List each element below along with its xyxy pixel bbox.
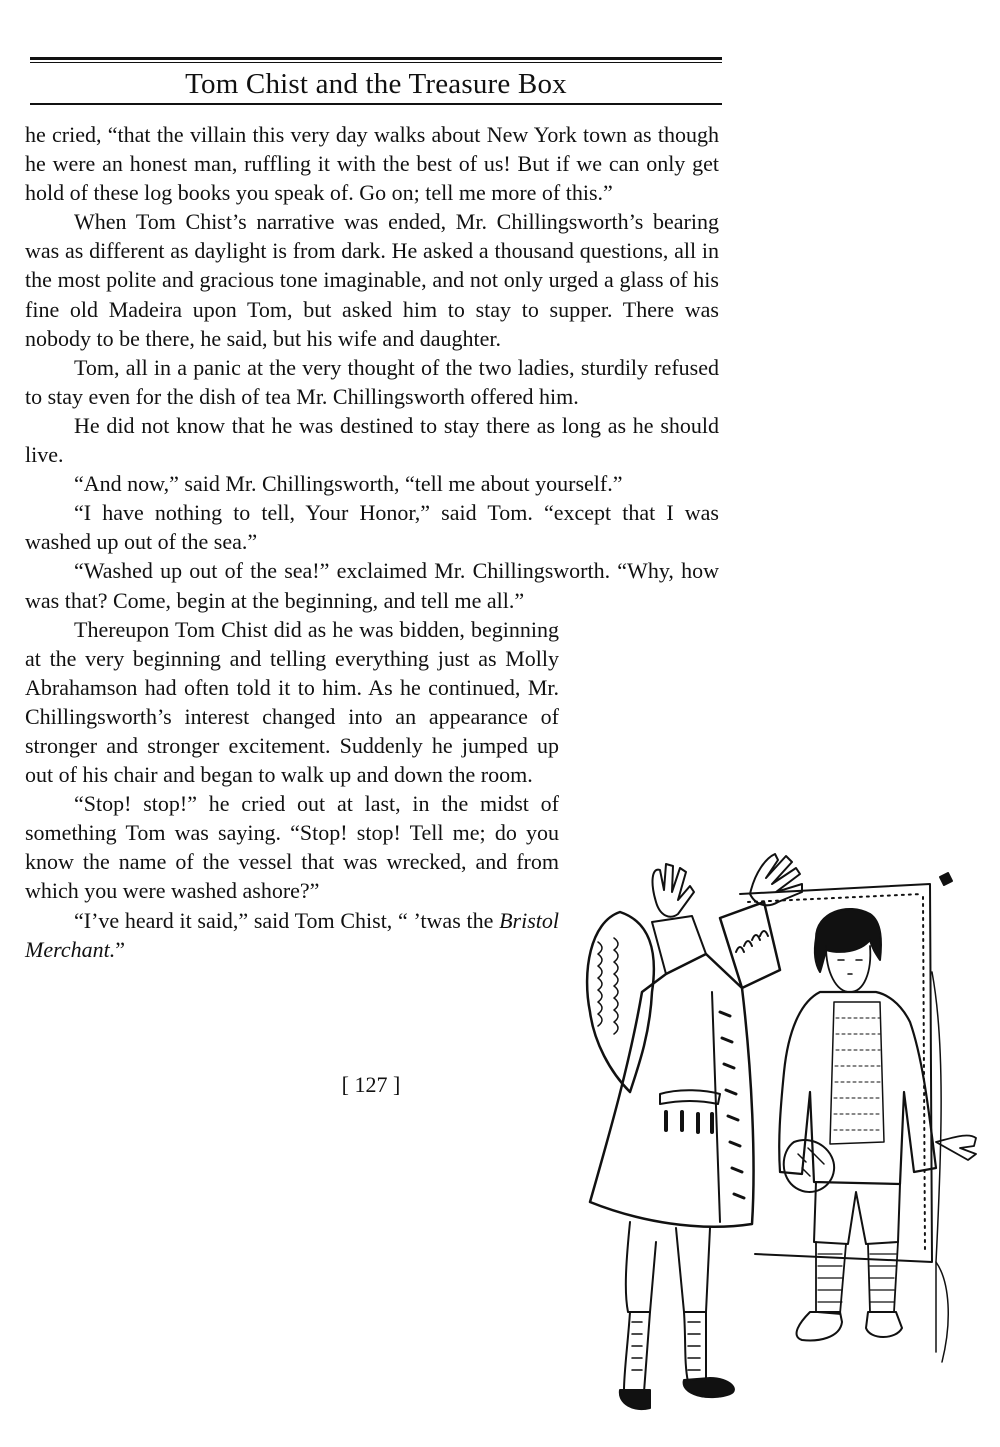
gentleman-figure	[587, 854, 802, 1409]
paragraph-4: He did not know that he was destined to stay there as long as he should live.	[25, 412, 719, 468]
paragraph-8: Thereupon Tom Chist did as he was bidden, beginning at the very beginning and telling everything just as Molly Abrahamson had often told it to him. As he continued, Mr. Chillingsworth’s interest changed into an appearance of stronger and stronger excitement. Suddenly he jumped up out of his chair and began to walk up and down the room.	[25, 616, 559, 788]
paragraph-2: When Tom Chist’s narrative was ended, Mr. Chillingsworth’s bearing was as different as daylight is from dark. He asked a thousand questions, all in the most polite and gracious tone imaginable, and not only urged a glass of his fine old Madeira upon Tom, but asked him to stay to supper. There was nobody to be there, he said, but his wife and daughter.	[25, 209, 719, 351]
page-number: [ 127 ]	[341, 1072, 401, 1097]
head-rule	[30, 103, 722, 105]
top-rule-thick	[30, 57, 722, 60]
paragraph-9: “Stop! stop!” he cried out at last, in the midst of something Tom was saying. “Stop! stop! Tell me; do you know the name of the vessel that was wrecked, and from which you were washed ashore?”	[25, 791, 559, 904]
illustration-gentleman-and-boy	[580, 842, 980, 1432]
boy-figure	[779, 909, 976, 1341]
paragraph-10-close: ”	[115, 936, 125, 962]
running-head-title: Tom Chist and the Treasure Box	[185, 68, 567, 100]
paragraph-7: “Washed up out of the sea!” exclaimed Mr. Chillingsworth. “Why, how was that? Come, begin at the beginning, and tell me all.”	[25, 558, 719, 613]
ship-name: Bristol Merchant.	[25, 907, 559, 962]
paragraph-10-lead: “I’ve heard it said,” said Tom Chist, “ ’twas the	[74, 907, 500, 933]
paragraph-5: “And now,” said Mr. Chillingsworth, “tell me about yourself.”	[74, 471, 623, 497]
top-rule-thin	[30, 62, 722, 63]
paragraph-3: Tom, all in a panic at the very thought of the two ladies, sturdily refused to stay even for the dish of tea Mr. Chillingsworth offered him.	[25, 354, 719, 409]
paragraph-1: he cried, “that the villain this very day walks about New York town as though he were an honest man, ruffling it with the best of us! But if we can only get hold of these log books you speak of. Go on; tell me more of this.”	[25, 122, 719, 206]
paragraph-6: “I have nothing to tell, Your Honor,” said Tom. “except that I was washed up out of the sea.”	[25, 500, 719, 555]
